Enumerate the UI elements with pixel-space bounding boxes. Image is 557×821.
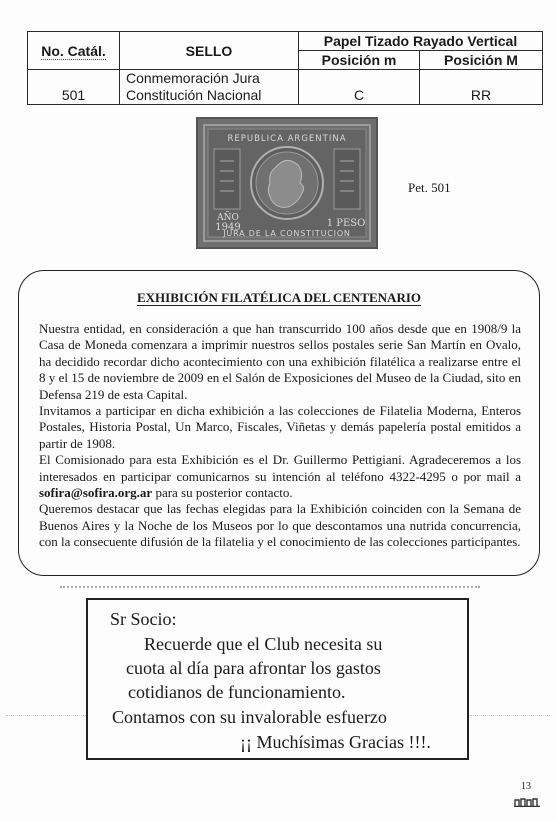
p3-text-a: El Comisionado para esta Exhibición es el Dr. Guillermo Pettigiani. Agradeceremos a los interesados en participar comunicarnos su intención al teléfono 4322-4295 o por mail a (39, 452, 521, 484)
decor-dots-left (6, 715, 86, 716)
member-notice-box (86, 598, 469, 760)
notice-line-4: cotidianos de funcionamiento. (128, 682, 346, 702)
contact-email[interactable]: sofira@sofira.org.ar (39, 485, 153, 501)
exhibition-paragraph-3 (39, 452, 521, 501)
col-header-pos-M: Posición M (420, 51, 543, 70)
stamp-year: 1949 (215, 222, 241, 233)
cell-pos-M: RR (420, 70, 543, 105)
notice-line-6: ¡¡ Muchísimas Gracias !!!. (240, 732, 431, 752)
page-ornament-icon (514, 794, 540, 812)
stamp-value: 1 PESO (326, 218, 366, 229)
cell-no: 501 (28, 70, 120, 105)
cell-desc (120, 70, 299, 105)
col-header-paper: Papel Tizado Rayado Vertical (299, 32, 543, 51)
decor-dots-right (470, 715, 550, 716)
pet-label: Pet. 501 (408, 180, 451, 195)
col-header-sello: SELLO (120, 32, 299, 70)
cell-pos-m: C (299, 70, 420, 105)
exhibition-paragraph-2: Invitamos a participar en dicha exhibición a las colecciones de Filatelia Moderna, Enteros Postales, Historia Postal, Un Marco, Fiscales, Viñetas y demás papelería postal emitidos a partir de 1908. (39, 403, 521, 451)
exhibition-title-text: EXHIBICIÓN FILATÉLICA DEL CENTENARIO (136, 290, 422, 305)
col-header-no: No. Catál. (28, 32, 120, 70)
stamp-year-label: AÑO (217, 213, 239, 223)
divider-dots (60, 586, 480, 588)
notice-line-3: cuota al día para afrontar los gastos (126, 658, 381, 678)
page-number: 13 (521, 781, 531, 792)
desc-line-2: Constitución Nacional (126, 87, 262, 103)
exhibition-paragraph-4: Queremos destacar que las fechas elegidas para la Exhibición coinciden con la Semana de Buenos Aires y la Noche de los Museos por lo que descontamos una nutrida concurrencia, con la consecuente difusión de la filatelia y el conocimiento de las colecciones participantes. (39, 501, 521, 550)
notice-line-2: Recuerde que el Club necesita su (144, 634, 383, 654)
stamp-top-text: REPUBLICA ARGENTINA (227, 134, 347, 144)
exhibition-title (19, 290, 539, 306)
table-row (28, 70, 543, 105)
stamp-image (196, 117, 378, 249)
exhibition-box (18, 270, 540, 576)
notice-line-1: Sr Socio: (110, 609, 177, 629)
desc-line-1: Conmemoración Jura (126, 70, 260, 86)
exhibition-paragraph-1: Nuestra entidad, en consideración a que han transcurrido 100 años desde que en 1908/9 la Casa de Moneda comenzara a imprimir nuestros sellos postales serie San Martín en Ovalo, ha decidido recordar dicho acontecimiento con una exhibición filatélica a realizarse entre el 8 y el 15 de noviembre de 2009 en el Salón de Exposiciones del Museo de la Ciudad, sito en Defensa 219 de esta Capital. (39, 321, 521, 402)
notice-line-5: Contamos con su invalorable esfuerzo (112, 707, 387, 727)
col-header-pos-m: Posición m (299, 51, 420, 70)
catalog-table (27, 31, 543, 105)
stamp-bottom-text: JURA DE LA CONSTITUCION (223, 229, 351, 238)
p3-text-b: para su posterior contacto. (152, 485, 293, 501)
exhibition-body (39, 321, 521, 551)
